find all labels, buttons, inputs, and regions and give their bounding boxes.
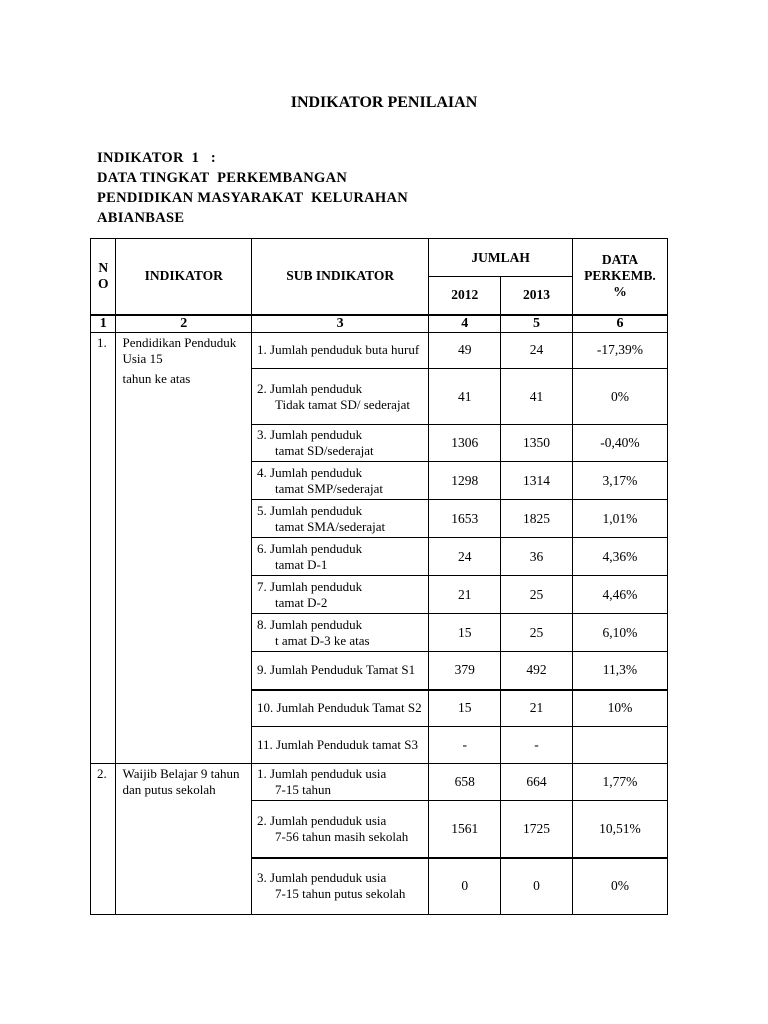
value-2013: 21 bbox=[501, 690, 573, 727]
sub-indikator-cell bbox=[252, 614, 429, 652]
value-2012: 15 bbox=[429, 690, 501, 727]
sub-indikator-cell: 1. Jumlah penduduk buta huruf bbox=[252, 332, 429, 369]
column-number-row bbox=[91, 315, 668, 333]
column-number: 3 bbox=[252, 315, 429, 333]
value-2012: 1306 bbox=[429, 425, 501, 462]
sub-indikator-line-b: 7-15 tahun bbox=[275, 782, 331, 797]
sub-indikator-cell: 9. Jumlah Penduduk Tamat S1 bbox=[252, 652, 429, 690]
value-2012: 24 bbox=[429, 538, 501, 576]
value-percent: 0% bbox=[572, 369, 667, 425]
indikator-cell-continued bbox=[116, 369, 252, 764]
value-percent: -0,40% bbox=[572, 425, 667, 462]
column-number: 6 bbox=[572, 315, 667, 333]
page-title: INDIKATOR PENILAIAN bbox=[290, 94, 478, 111]
value-2013: 1825 bbox=[501, 500, 573, 538]
sub-indikator-line-a: 3. Jumlah penduduk usia bbox=[257, 870, 387, 886]
sub-indikator-cell bbox=[252, 764, 429, 801]
header-data-perkemb: DATA PERKEMB. % bbox=[572, 239, 667, 315]
value-2012: 658 bbox=[429, 764, 501, 801]
value-percent: -17,39% bbox=[572, 332, 667, 369]
sub-indikator-line-b: tamat SMA/sederajat bbox=[275, 518, 386, 534]
value-percent: 4,36% bbox=[572, 538, 667, 576]
sub-indikator-cell: 11. Jumlah Penduduk tamat S3 bbox=[252, 727, 429, 764]
sub-indikator-line-a: 4. Jumlah penduduk bbox=[257, 464, 363, 480]
value-2013: 41 bbox=[501, 369, 573, 425]
sub-indikator-cell bbox=[252, 500, 429, 538]
value-2012: - bbox=[429, 727, 501, 764]
column-number: 4 bbox=[429, 315, 501, 333]
value-2012: 1561 bbox=[429, 801, 501, 858]
indicator-heading bbox=[97, 148, 408, 228]
value-percent: 4,46% bbox=[572, 576, 667, 614]
value-percent: 6,10% bbox=[572, 614, 667, 652]
sub-indikator-line-a: 6. Jumlah penduduk bbox=[257, 540, 363, 556]
sub-indikator-cell bbox=[252, 858, 429, 915]
header-year-2013: 2013 bbox=[501, 277, 573, 315]
indikator-cell: Waijib Belajar 9 tahun dan putus sekolah bbox=[116, 764, 252, 915]
value-2012: 49 bbox=[429, 332, 501, 369]
heading-line-1: INDIKATOR 1 : bbox=[97, 150, 217, 166]
value-2013: 0 bbox=[501, 858, 573, 915]
value-2012: 15 bbox=[429, 614, 501, 652]
value-2013: 1350 bbox=[501, 425, 573, 462]
value-percent: 1,01% bbox=[572, 500, 667, 538]
sub-indikator-cell bbox=[252, 576, 429, 614]
value-2013: - bbox=[501, 727, 573, 764]
sub-indikator-line-b: Tidak tamat SD/ sederajat bbox=[275, 396, 410, 412]
sub-indikator-cell bbox=[252, 801, 429, 858]
sub-indikator-line-b: 7-15 tahun putus sekolah bbox=[275, 886, 406, 902]
header-no: N O bbox=[91, 239, 116, 315]
heading-line-4: ABIANBASE bbox=[97, 210, 185, 226]
sub-indikator-cell bbox=[252, 369, 429, 425]
sub-indikator-cell: 10. Jumlah Penduduk Tamat S2 bbox=[252, 690, 429, 727]
value-2012: 0 bbox=[429, 858, 501, 915]
sub-indikator-line-a: 2. Jumlah penduduk bbox=[257, 380, 363, 396]
table-row bbox=[91, 332, 668, 369]
value-percent: 3,17% bbox=[572, 462, 667, 500]
value-percent: 11,3% bbox=[572, 652, 667, 690]
value-2013: 1725 bbox=[501, 801, 573, 858]
column-number: 1 bbox=[91, 315, 116, 333]
value-2013: 492 bbox=[501, 652, 573, 690]
indikator-continued-text: tahun ke atas bbox=[122, 370, 191, 386]
value-percent: 10% bbox=[572, 690, 667, 727]
value-2012: 41 bbox=[429, 369, 501, 425]
row-number: 2. bbox=[91, 764, 116, 915]
heading-line-3: PENDIDIKAN MASYARAKAT KELURAHAN bbox=[97, 190, 409, 206]
value-2013: 664 bbox=[501, 764, 573, 801]
row-number: 1. bbox=[91, 332, 116, 369]
header-sub-indikator: SUB INDIKATOR bbox=[252, 239, 429, 315]
sub-indikator-line-a: 7. Jumlah penduduk bbox=[257, 578, 363, 594]
table-row bbox=[91, 764, 668, 801]
sub-indikator-line-b: tamat SD/sederajat bbox=[275, 443, 374, 458]
value-2013: 25 bbox=[501, 576, 573, 614]
indikator-cell: Pendidikan Penduduk Usia 15 bbox=[116, 332, 252, 369]
header-indikator: INDIKATOR bbox=[116, 239, 252, 315]
value-percent: 0% bbox=[572, 858, 667, 915]
indicator-table bbox=[90, 238, 668, 915]
heading-line-2: DATA TINGKAT PERKEMBANGAN bbox=[97, 170, 348, 186]
sub-indikator-line-a: 3. Jumlah penduduk bbox=[257, 427, 363, 442]
value-2013: 36 bbox=[501, 538, 573, 576]
sub-indikator-line-b: tamat SMP/sederajat bbox=[275, 480, 383, 496]
header-jumlah: JUMLAH bbox=[429, 239, 573, 277]
sub-indikator-line-a: 8. Jumlah penduduk bbox=[257, 616, 363, 632]
value-2013: 1314 bbox=[501, 462, 573, 500]
sub-indikator-line-b: t amat D-3 ke atas bbox=[275, 632, 370, 648]
value-2012: 379 bbox=[429, 652, 501, 690]
value-2012: 1653 bbox=[429, 500, 501, 538]
header-year-2012: 2012 bbox=[429, 277, 501, 315]
sub-indikator-line-a: 5. Jumlah penduduk bbox=[257, 502, 363, 518]
sub-indikator-line-a: 1. Jumlah penduduk usia bbox=[257, 766, 387, 781]
value-percent: 10,51% bbox=[572, 801, 667, 858]
sub-indikator-cell bbox=[252, 462, 429, 500]
column-number: 2 bbox=[116, 315, 252, 333]
row-number-empty bbox=[91, 369, 116, 764]
value-2012: 21 bbox=[429, 576, 501, 614]
sub-indikator-cell bbox=[252, 538, 429, 576]
sub-indikator-line-b: tamat D-1 bbox=[275, 556, 328, 572]
value-percent: 1,77% bbox=[572, 764, 667, 801]
value-2013: 25 bbox=[501, 614, 573, 652]
value-2013: 24 bbox=[501, 332, 573, 369]
table-row bbox=[91, 369, 668, 425]
value-2012: 1298 bbox=[429, 462, 501, 500]
column-number: 5 bbox=[501, 315, 573, 333]
sub-indikator-line-b: 7-56 tahun masih sekolah bbox=[275, 828, 409, 844]
sub-indikator-line-a: 2. Jumlah penduduk usia bbox=[257, 812, 387, 828]
sub-indikator-line-b: tamat D-2 bbox=[275, 594, 328, 610]
value-percent bbox=[572, 727, 667, 764]
sub-indikator-cell bbox=[252, 425, 429, 462]
